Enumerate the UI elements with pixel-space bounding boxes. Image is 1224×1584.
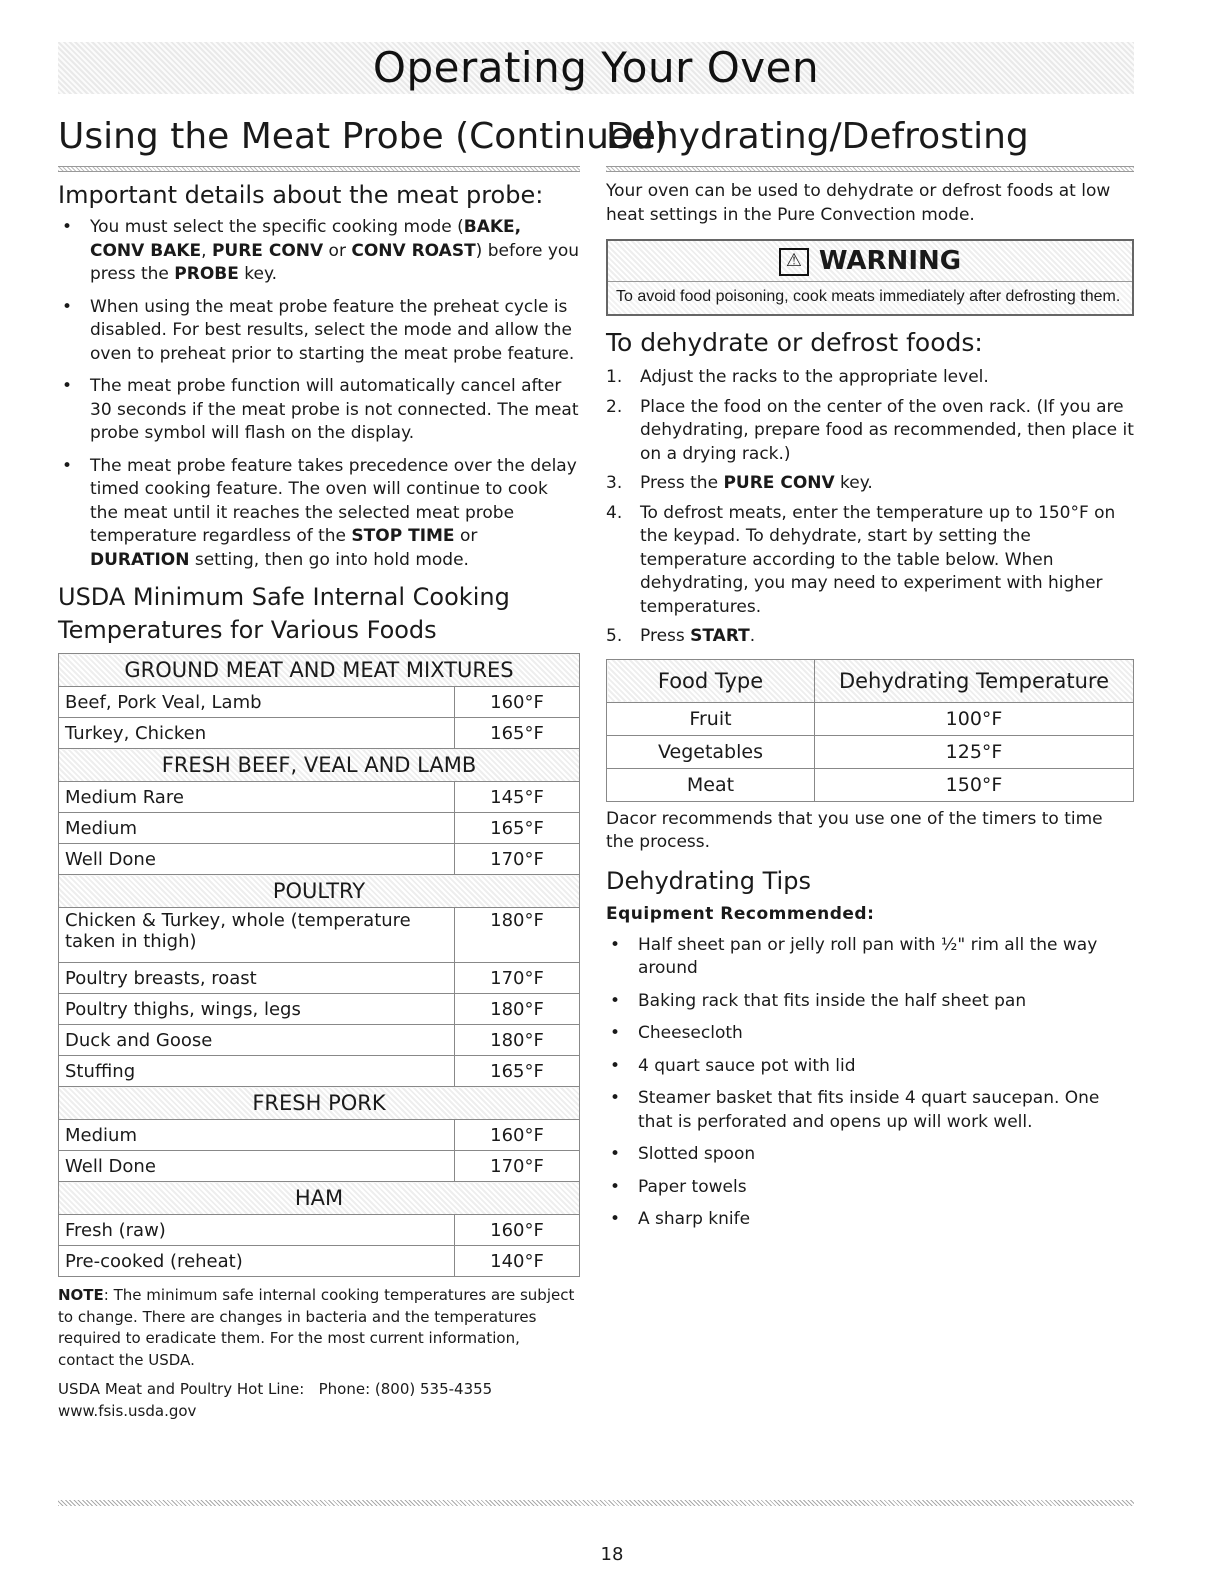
- dehydrating-heading: Dehydrating/Defrosting: [606, 116, 1029, 157]
- dehydrating-table: [606, 659, 1134, 802]
- page-number: 18: [600, 1544, 624, 1565]
- warning-box: [606, 239, 1134, 316]
- warning-icon: ⚠: [779, 248, 809, 276]
- usda-temperature-table: [58, 653, 580, 1277]
- list-item: • Paper towels: [606, 1176, 1134, 1200]
- heading-rule: [606, 166, 1134, 172]
- dehydrating-intro: Your oven can be used to dehydrate or defrost foods at low heat settings in the Pure Convection mode.: [606, 181, 1111, 225]
- list-item: • The meat probe function will automatically cancel after 30 seconds if the meat probe is not connected. The meat probe symbol will flash on the display.: [58, 375, 580, 446]
- usda-hotline: USDA Meat and Poultry Hot Line: Phone: (800) 535-4355 www.fsis.usda.gov: [58, 1380, 493, 1420]
- table-row: Turkey, Chicken 165°F: [59, 718, 580, 749]
- list-item: • Baking rack that fits inside the half sheet pan: [606, 990, 1134, 1014]
- table-row: Vegetables 125°F: [607, 735, 1134, 768]
- list-item: 5. Press START.: [606, 626, 756, 646]
- table-section-header: FRESH PORK: [59, 1087, 580, 1120]
- table-row: Medium 160°F: [59, 1120, 580, 1151]
- list-item: • 4 quart sauce pot with lid: [606, 1055, 1134, 1079]
- table-header-row: Food Type Dehydrating Temperature: [607, 659, 1134, 702]
- table-row: Chicken & Turkey, whole (temperature taken in thigh) 180°F: [59, 908, 580, 963]
- list-item: • When using the meat probe feature the preheat cycle is disabled. For best results, select the mode and allow the oven to preheat prior to starting the meat probe feature.: [58, 296, 580, 367]
- list-item: 4. To defrost meats, enter the temperature up to 150°F on the keypad. To dehydrate, start by setting the temperature according to the table below. When dehydrating, you may need to experiment with higher temperatures.: [606, 502, 1116, 617]
- timer-recommendation: Dacor recommends that you use one of the timers to time the process.: [606, 808, 1103, 852]
- list-item: • Cheesecloth: [606, 1022, 1134, 1046]
- equipment-heading: Equipment Recommended:: [606, 903, 875, 924]
- right-column: [606, 112, 1134, 1241]
- list-item: • Steamer basket that fits inside 4 quart saucepan. One that is perforated and opens up will work well.: [606, 1087, 1134, 1134]
- list-item: 3. Press the PURE CONV key.: [606, 473, 873, 493]
- table-row: Medium 165°F: [59, 813, 580, 844]
- equipment-list: [606, 934, 1134, 1232]
- table-row: Medium Rare 145°F: [59, 782, 580, 813]
- probe-details-list: [58, 216, 580, 572]
- warning-text: To avoid food poisoning, cook meats immediately after defrosting them.: [608, 282, 1132, 314]
- list-item: • The meat probe feature takes precedence over the delay timed cooking feature. The oven will continue to cook the meat until it reaches the selected meat probe temperature regardless of the STOP TIME or DURATION setting, then go into hold mode.: [58, 455, 580, 573]
- table-row: Meat 150°F: [607, 768, 1134, 801]
- table-row: Fruit 100°F: [607, 702, 1134, 735]
- dehydrate-steps: [606, 366, 1134, 649]
- list-item: 2. Place the food on the center of the oven rack. (If you are dehydrating, prepare food as recommended, then place it on a drying rack.): [606, 396, 1134, 464]
- heading-rule: [58, 166, 580, 172]
- tips-heading: Dehydrating Tips: [606, 866, 811, 895]
- table-row: Stuffing 165°F: [59, 1056, 580, 1087]
- list-item: 1. Adjust the racks to the appropriate level.: [606, 367, 989, 387]
- phone-number: Phone: (800) 535-4355: [318, 1380, 493, 1398]
- table-row: Duck and Goose 180°F: [59, 1025, 580, 1056]
- table-row: Poultry breasts, roast 170°F: [59, 963, 580, 994]
- usda-heading: USDA Minimum Safe Internal Cooking Temperatures for Various Foods: [58, 583, 510, 644]
- list-item: • You must select the specific cooking mode (BAKE, CONV BAKE, PURE CONV or CONV ROAST) before you press the PROBE key.: [58, 216, 580, 287]
- table-row: Fresh (raw) 160°F: [59, 1215, 580, 1246]
- usda-website: www.fsis.usda.gov: [58, 1401, 197, 1420]
- table-row: Well Done 170°F: [59, 844, 580, 875]
- warning-title: WARNING: [818, 246, 962, 276]
- table-row: Pre-cooked (reheat) 140°F: [59, 1246, 580, 1277]
- table-row: Well Done 170°F: [59, 1151, 580, 1182]
- table-section-header: GROUND MEAT AND MEAT MIXTURES: [59, 654, 580, 687]
- list-item: • Slotted spoon: [606, 1143, 1134, 1167]
- list-item: • A sharp knife: [606, 1208, 1134, 1232]
- table-row: Beef, Pork Veal, Lamb 160°F: [59, 687, 580, 718]
- footer-rule: [58, 1500, 1134, 1506]
- details-heading: Important details about the meat probe:: [58, 181, 544, 209]
- page-title: Operating Your Oven: [58, 42, 1134, 94]
- table-section-header: POULTRY: [59, 875, 580, 908]
- meat-probe-heading: Using the Meat Probe (Continued): [58, 116, 668, 157]
- steps-heading: To dehydrate or defrost foods:: [606, 328, 983, 357]
- table-section-header: HAM: [59, 1182, 580, 1215]
- usda-note: NOTE: The minimum safe internal cooking temperatures are subject to change. There are changes in bacteria and the temperatures required to eradicate them. For the most current information, contact the USDA.: [58, 1286, 575, 1369]
- left-column: [58, 112, 668, 1422]
- list-item: • Half sheet pan or jelly roll pan with ½" rim all the way around: [606, 934, 1134, 981]
- table-section-header: FRESH BEEF, VEAL AND LAMB: [59, 749, 580, 782]
- table-row: Poultry thighs, wings, legs 180°F: [59, 994, 580, 1025]
